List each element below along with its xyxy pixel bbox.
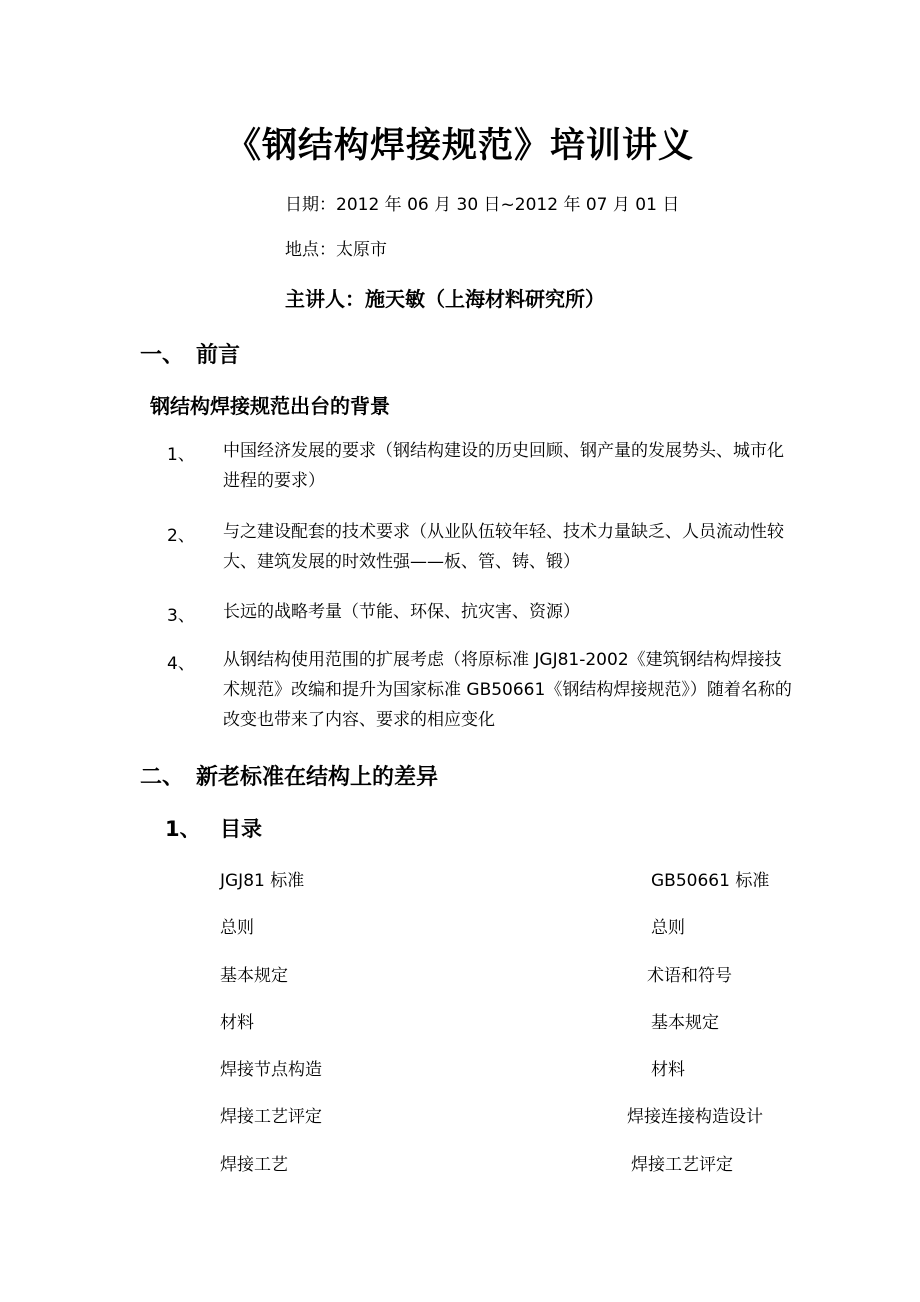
toc-right-item: 术语和符号 xyxy=(647,966,732,986)
toc-left-item: 焊接节点构造 xyxy=(220,1060,322,1080)
toc-left-item: 焊接工艺 xyxy=(220,1155,288,1175)
list-item-text: 从钢结构使用范围的扩展考虑（将原标准 JGJ81-2002《建筑钢结构焊接技术规范》改编和提升为国家标准 GB50661《钢结构焊接规范》）随着名称的改变也带来了内容、要求的相应变化 xyxy=(223,650,792,730)
list-item-number: 3、 xyxy=(167,606,195,626)
list-item-number: 4、 xyxy=(167,654,195,674)
section-number: 一、 xyxy=(140,343,185,368)
toc-right-item: 总则 xyxy=(651,918,685,938)
subsection-heading-contents: 目录 xyxy=(220,817,262,841)
toc-left-item: 总则 xyxy=(220,918,254,938)
date-line: 日期：2012 年 06 月 30 日~2012 年 07 月 01 日 xyxy=(285,195,680,215)
section-heading-differences xyxy=(140,760,438,791)
location-line: 地点：太原市 xyxy=(285,240,387,260)
list-item-text: 与之建设配套的技术要求（从业队伍较年轻、技术力量缺乏、人员流动性较大、建筑发展的时效性强——板、管、铸、锻） xyxy=(223,522,784,572)
toc-right-item: 材料 xyxy=(651,1060,685,1080)
list-item-number: 1、 xyxy=(167,445,195,465)
toc-right-item: GB50661 标准 xyxy=(651,871,770,891)
toc-left-item: 焊接工艺评定 xyxy=(220,1107,322,1127)
list-item-text: 长远的战略考量（节能、环保、抗灾害、资源） xyxy=(223,602,580,622)
toc-right-item: 焊接连接构造设计 xyxy=(627,1107,763,1127)
toc-left-item: JGJ81 标准 xyxy=(220,871,305,891)
subsection-number: 1、 xyxy=(165,817,201,841)
section-title: 新老标准在结构上的差异 xyxy=(196,765,439,790)
section-heading-preface xyxy=(140,338,240,369)
section-title: 前言 xyxy=(196,343,241,368)
toc-right-item: 焊接工艺评定 xyxy=(631,1155,733,1175)
list-item-text: 中国经济发展的要求（钢结构建设的历史回顾、钢产量的发展势头、城市化进程的要求） xyxy=(223,441,784,491)
toc-left-item: 基本规定 xyxy=(220,966,288,986)
section-number: 二、 xyxy=(140,765,185,790)
subsection-heading-background: 钢结构焊接规范出台的背景 xyxy=(150,394,390,418)
toc-right-item: 基本规定 xyxy=(651,1013,719,1033)
list-item-number: 2、 xyxy=(167,526,195,546)
document-title: 《钢结构焊接规范》培训讲义 xyxy=(225,126,694,166)
toc-left-item: 材料 xyxy=(220,1013,254,1033)
speaker-line: 主讲人：施天敏（上海材料研究所） xyxy=(285,287,605,311)
